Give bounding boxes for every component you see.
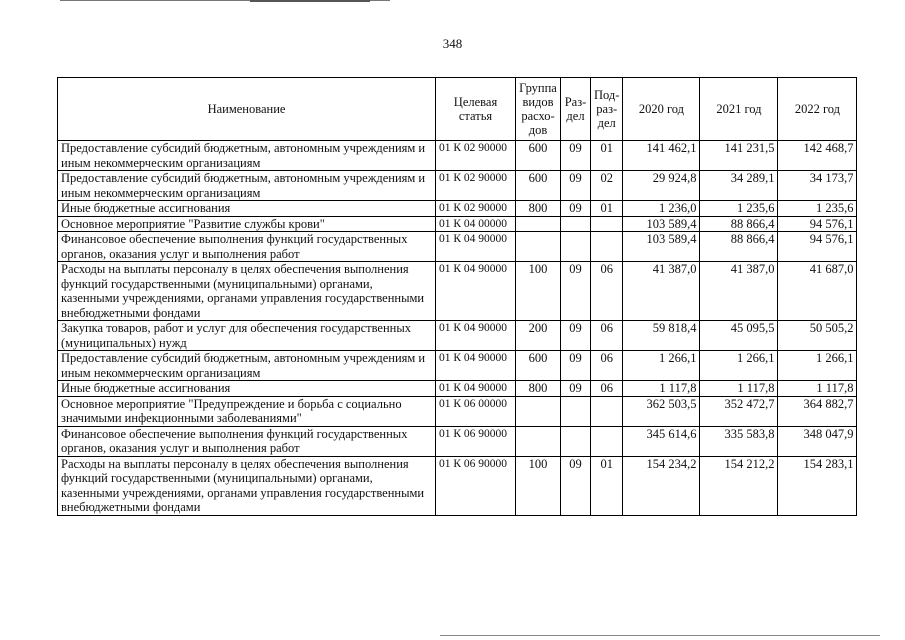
header-2022: 2022 год	[778, 78, 857, 141]
cell-subsection: 06	[591, 321, 623, 351]
header-target: Целевая статья	[436, 78, 516, 141]
cell-group	[516, 396, 561, 426]
cell-section: 09	[561, 381, 591, 397]
cell-group	[516, 426, 561, 456]
cell-code: 01 К 04 90000	[436, 262, 516, 321]
cell-2021: 88 866,4	[700, 216, 778, 232]
cell-2022: 94 576,1	[778, 232, 857, 262]
cell-group	[516, 232, 561, 262]
cell-section	[561, 396, 591, 426]
table-row	[58, 426, 857, 456]
cell-section	[561, 232, 591, 262]
cell-2020: 1 266,1	[623, 351, 700, 381]
cell-name: Расходы на выплаты персоналу в целях обеспечения выполнения функций государственными (муниципальными) органами, казенными учреждениями, органами управления государственными внебюджетными фондами	[58, 262, 436, 321]
cell-section: 09	[561, 141, 591, 171]
cell-code: 01 К 04 90000	[436, 381, 516, 397]
cell-code: 01 К 04 90000	[436, 321, 516, 351]
cell-code: 01 К 06 00000	[436, 396, 516, 426]
cell-name: Финансовое обеспечение выполнения функций государственных органов, оказания услуг и выполнения работ	[58, 232, 436, 262]
cell-group: 800	[516, 201, 561, 217]
cell-2020: 41 387,0	[623, 262, 700, 321]
cell-code: 01 К 02 90000	[436, 171, 516, 201]
cell-2022: 50 505,2	[778, 321, 857, 351]
cell-subsection: 01	[591, 141, 623, 171]
cell-2021: 1 235,6	[700, 201, 778, 217]
cell-section: 09	[561, 201, 591, 217]
cell-2022: 142 468,7	[778, 141, 857, 171]
cell-name: Иные бюджетные ассигнования	[58, 381, 436, 397]
cell-section: 09	[561, 262, 591, 321]
budget-table	[57, 77, 857, 516]
cell-2022: 41 687,0	[778, 262, 857, 321]
cell-subsection	[591, 216, 623, 232]
cell-section: 09	[561, 321, 591, 351]
header-2021: 2021 год	[700, 78, 778, 141]
cell-2021: 45 095,5	[700, 321, 778, 351]
cell-2021: 335 583,8	[700, 426, 778, 456]
cell-subsection: 02	[591, 171, 623, 201]
cell-group	[516, 216, 561, 232]
header-name: Наименование	[58, 78, 436, 141]
cell-section: 09	[561, 171, 591, 201]
cell-code: 01 К 04 90000	[436, 232, 516, 262]
table-row	[58, 216, 857, 232]
cell-code: 01 К 06 90000	[436, 456, 516, 515]
cell-2022: 1 266,1	[778, 351, 857, 381]
cell-subsection: 01	[591, 456, 623, 515]
cell-section: 09	[561, 351, 591, 381]
cell-name: Расходы на выплаты персоналу в целях обеспечения выполнения функций государственными (муниципальными) органами, казенными учреждениями, органами управления государственными внебюджетными фондами	[58, 456, 436, 515]
cell-2021: 141 231,5	[700, 141, 778, 171]
cell-name: Предоставление субсидий бюджетным, автономным учреждениям и иным некоммерческим организациям	[58, 171, 436, 201]
cell-2021: 1 117,8	[700, 381, 778, 397]
cell-code: 01 К 06 90000	[436, 426, 516, 456]
cell-2022: 34 173,7	[778, 171, 857, 201]
cell-2020: 141 462,1	[623, 141, 700, 171]
cell-2021: 34 289,1	[700, 171, 778, 201]
table-row	[58, 396, 857, 426]
cell-name: Основное мероприятие "Развитие службы крови"	[58, 216, 436, 232]
table-row	[58, 141, 857, 171]
cell-code: 01 К 04 90000	[436, 351, 516, 381]
cell-group: 100	[516, 262, 561, 321]
table-row	[58, 351, 857, 381]
cell-2021: 352 472,7	[700, 396, 778, 426]
cell-2021: 41 387,0	[700, 262, 778, 321]
cell-subsection	[591, 232, 623, 262]
cell-2020: 1 236,0	[623, 201, 700, 217]
cell-code: 01 К 02 90000	[436, 141, 516, 171]
cell-2021: 1 266,1	[700, 351, 778, 381]
header-subsection: Под-раз-дел	[591, 78, 623, 141]
cell-2022: 154 283,1	[778, 456, 857, 515]
cell-subsection	[591, 426, 623, 456]
table-row	[58, 381, 857, 397]
cell-2020: 154 234,2	[623, 456, 700, 515]
table-row	[58, 201, 857, 217]
cell-2020: 1 117,8	[623, 381, 700, 397]
cell-group: 100	[516, 456, 561, 515]
header-2020: 2020 год	[623, 78, 700, 141]
cell-2021: 88 866,4	[700, 232, 778, 262]
cell-subsection: 01	[591, 201, 623, 217]
cell-section	[561, 426, 591, 456]
cell-2022: 1 235,6	[778, 201, 857, 217]
table-row	[58, 171, 857, 201]
page-number: 348	[442, 36, 463, 51]
cell-section	[561, 216, 591, 232]
scan-artifact-top-thick	[250, 0, 370, 2]
cell-subsection	[591, 396, 623, 426]
table-row	[58, 232, 857, 262]
cell-2020: 59 818,4	[623, 321, 700, 351]
cell-group: 600	[516, 351, 561, 381]
header-group: Группа видов расхо-дов	[516, 78, 561, 141]
cell-name: Предоставление субсидий бюджетным, автономным учреждениям и иным некоммерческим организациям	[58, 351, 436, 381]
cell-2020: 103 589,4	[623, 216, 700, 232]
cell-2022: 1 117,8	[778, 381, 857, 397]
cell-group: 600	[516, 171, 561, 201]
cell-2021: 154 212,2	[700, 456, 778, 515]
cell-code: 01 К 04 00000	[436, 216, 516, 232]
cell-group: 200	[516, 321, 561, 351]
scan-artifact-bottom	[440, 635, 880, 636]
cell-2022: 364 882,7	[778, 396, 857, 426]
cell-2022: 94 576,1	[778, 216, 857, 232]
table-row	[58, 456, 857, 515]
cell-name: Финансовое обеспечение выполнения функций государственных органов, оказания услуг и выполнения работ	[58, 426, 436, 456]
cell-2020: 29 924,8	[623, 171, 700, 201]
cell-subsection: 06	[591, 381, 623, 397]
cell-code: 01 К 02 90000	[436, 201, 516, 217]
cell-section: 09	[561, 456, 591, 515]
cell-subsection: 06	[591, 351, 623, 381]
cell-2020: 362 503,5	[623, 396, 700, 426]
cell-group: 600	[516, 141, 561, 171]
header-section: Раз-дел	[561, 78, 591, 141]
cell-2020: 345 614,6	[623, 426, 700, 456]
cell-2020: 103 589,4	[623, 232, 700, 262]
cell-name: Предоставление субсидий бюджетным, автономным учреждениям и иным некоммерческим организациям	[58, 141, 436, 171]
table-row	[58, 321, 857, 351]
cell-name: Иные бюджетные ассигнования	[58, 201, 436, 217]
table-header-row	[58, 78, 857, 141]
cell-2022: 348 047,9	[778, 426, 857, 456]
cell-group: 800	[516, 381, 561, 397]
table-row	[58, 262, 857, 321]
cell-subsection: 06	[591, 262, 623, 321]
cell-name: Основное мероприятие "Предупреждение и борьба с социально значимыми инфекционными заболеваниями"	[58, 396, 436, 426]
cell-name: Закупка товаров, работ и услуг для обеспечения государственных (муниципальных) нужд	[58, 321, 436, 351]
